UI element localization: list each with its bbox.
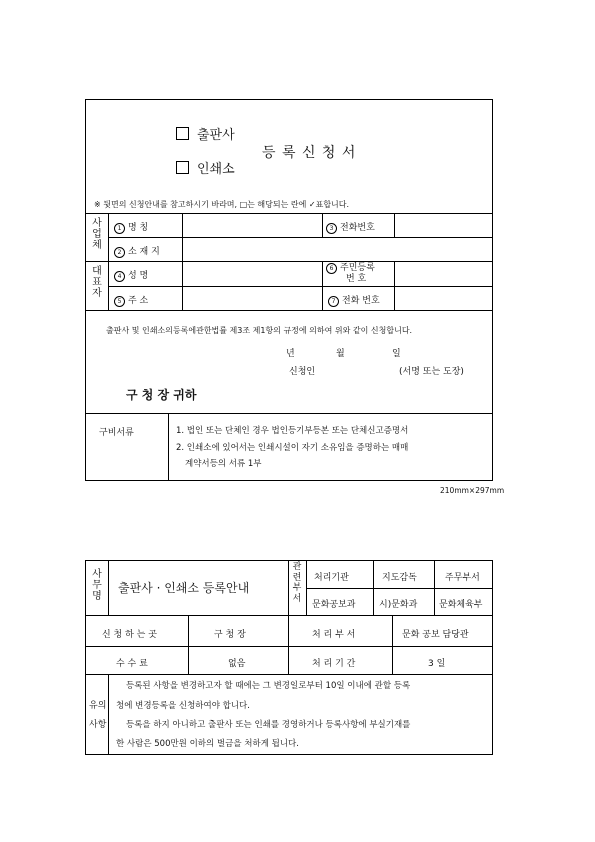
divider [86,646,492,647]
applicant-input[interactable] [318,362,398,376]
divider [108,674,109,754]
divider [322,261,323,310]
field-label-phone: 3 전화번호 [326,220,375,234]
notes-label-2: 사항 [89,720,107,730]
divider [188,615,189,674]
circled-number: 5 [114,296,125,307]
dept-value: 문화 공보 담당관 [402,630,469,640]
declaration-text: 출판사 및 인쇄소의등록에관한법률 제3조 제1항의 규정에 의하여 위와 같이 신청합니다. [106,326,413,335]
form-title: 등 록 신 청 서 [262,145,357,161]
divider [86,674,492,675]
fee-value: 없음 [228,659,246,669]
divider [86,615,492,616]
rep-name-input[interactable] [183,262,321,285]
circled-number: 2 [114,247,125,258]
signature-label: (서명 또는 도장) [399,367,464,377]
field-label-rep-name: 4 성 명 [114,268,148,282]
col-val-main-dept: 문화체육부 [439,600,483,610]
circled-number: 7 [328,296,339,307]
phone-input[interactable] [395,214,492,236]
address-input[interactable] [183,238,492,260]
date-month-label: 월 [336,349,345,359]
applicant-label: 신청인 [289,367,316,377]
notes-label-1: 유의 [89,701,107,711]
date-day-label: 일 [392,349,401,359]
field-label-id-number: 6 주민등록 번 호 [326,263,375,284]
addressee: 구 청 장 귀하 [126,388,197,402]
name-input[interactable] [183,214,321,236]
notes-line-2: 청에 변경등록을 신청하여야 합니다. [116,701,250,711]
related-dept-label: 관련부서 [292,562,302,604]
rep-address-input[interactable] [183,287,321,309]
divider [86,310,492,311]
section-representative-label: 대표자 [92,266,102,299]
divider [288,615,289,674]
form-note: ※ 뒷면의 신청안내를 참고하시기 바라며, □는 해당되는 란에 ✓표합니다. [94,200,350,209]
section-business-label: 사업체 [92,218,102,251]
field-label-phone2: 7 전화 번호 [328,293,380,307]
office-label: 사무명 [92,569,102,602]
notes-line-3: 등록을 하지 아니하고 출판사 또는 인쇄를 경영하거나 등록사항에 부실기재를 [126,720,411,730]
field-label-rep-address: 5 주 소 [114,293,148,307]
divider [86,413,492,414]
option-publisher[interactable]: 출판사 [176,124,235,143]
circled-number: 1 [114,223,125,234]
divider [322,213,323,237]
circled-number: 3 [326,223,337,234]
docs-label: 구비서류 [99,428,134,438]
option-printer[interactable]: 인쇄소 [176,158,235,177]
dept-label: 처 리 부 서 [312,630,356,640]
col-val-supervision: 시)문화과 [379,600,418,610]
divider [108,213,109,310]
checkbox-icon[interactable] [176,161,189,174]
checkbox-icon[interactable] [176,127,189,140]
apply-place-label: 신 청 하 는 곳 [102,630,157,640]
divider [108,561,109,615]
col-head-processing: 처리기관 [314,573,349,583]
registration-guide [85,560,493,755]
fee-label: 수 수 료 [116,659,148,669]
field-label-address: 2 소 재 지 [114,244,160,258]
circled-number: 6 [326,263,337,274]
col-head-supervision: 지도감독 [382,573,417,583]
divider [168,413,169,480]
period-value: 3 일 [428,659,446,669]
col-head-main-dept: 주무부서 [445,573,480,583]
divider [392,615,393,674]
divider [288,561,289,615]
office-name: 출판사 · 인쇄소 등록안내 [118,581,250,595]
docs-item-2: 2. 인쇄소에 있어서는 인쇄시설이 자기 소유임을 증명하는 매매 [176,443,409,453]
period-label: 처 리 기 간 [312,659,356,669]
docs-item-2-cont: 계약서등의 서류 1부 [185,459,262,469]
col-val-processing: 문화공보과 [312,600,356,610]
registration-form [85,99,493,481]
date-year-label: 년 [286,349,295,359]
paper-size: 210mm×297mm [440,486,505,495]
field-label-name: 1 명 칭 [114,220,148,234]
notes-line-1: 등록된 사항을 변경하고자 할 때에는 그 변경일로부터 10일 이내에 관할 등록 [126,681,411,691]
apply-place-value: 구 청 장 [214,630,246,640]
divider [306,588,492,589]
id-number-input[interactable] [395,262,492,285]
circled-number: 4 [114,271,125,282]
docs-item-1: 1. 법인 또는 단체인 경우 법인등기부등본 또는 단체신고증명서 [176,426,409,436]
phone2-input[interactable] [395,287,492,309]
notes-line-4: 한 사람은 500만원 이하의 벌금을 처하게 됩니다. [116,739,299,749]
